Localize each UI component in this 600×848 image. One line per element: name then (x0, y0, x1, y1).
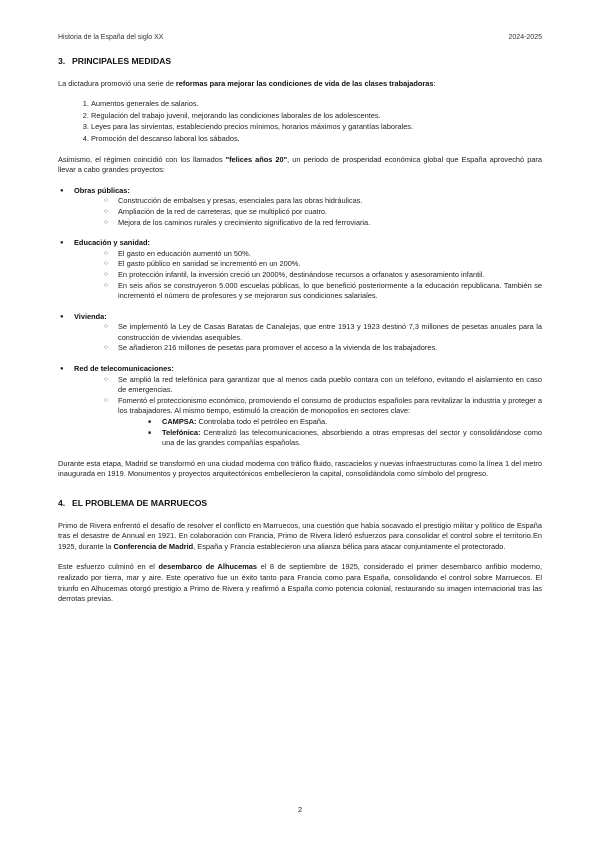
list-item: ○ Fomentó el proteccionismo económico, promoviendo el consumo de productos españoles para revitalizar la industria y proteger a los trabajadores. Al mismo tiempo, estimuló la creación de monopolios en sectores clave: ■ CAMPSA: Controlaba todo el petróleo en España. ■ Telefónica: Centralizó las telecomunicaciones, absorbiendo a otras empresas del sector y consolidándose como una de las grandes compañías españolas. (104, 396, 542, 449)
felices-anos-paragraph: Asimismo, el régimen coincidió con los llamados "felices años 20", un periodo de prosperidad económica global que España aprovechó para llevar a cabo grandes proyectos: (58, 154, 542, 175)
page-content (58, 56, 542, 615)
list-item: ○ El gasto en educación aumentó un 50%. (104, 249, 542, 260)
telecomunicaciones-item: ● Red de telecomunicaciones: ○ Se amplió la red telefónica para garantizar que al menos cada pueblo contara con un teléfono, evitando el aislamiento en caso de emergencias. ○ Fomentó el proteccionismo económico, promoviendo el consumo de productos españoles para revitalizar la industria y proteger a los trabajadores. Al mismo tiempo, estimuló la creación de monopolios en sectores clave: ■ CAMPSA: Controlaba todo el petróleo en España. ■ Telefónica: Centralizó las telecomunicaciones, absorbiendo a otras empresas del sector y consolidándose como una de las grandes compañías españolas. (58, 364, 542, 449)
madrid-paragraph: Durante esta etapa, Madrid se transformó en una ciudad moderna con tráfico fluido, rascacielos y nuevas infraestructuras como la línea 1 del metro inaugurada en 1919. Monumentos y proyectos arquitectónicos embellecieron la capital, consolidándola como símbolo del progreso. (58, 458, 542, 479)
labour-measures-list (58, 99, 542, 144)
page-number: 2 (297, 805, 303, 814)
section-3-heading: 3. PRINCIPALES MEDIDAS (58, 56, 172, 66)
projects-list (58, 186, 542, 449)
obras-publicas-item: ● Obras públicas: ○ Construcción de embalses y presas, esenciales para las obras hidráulicas. ○ Ampliación de la red de carreteras, que se multiplicó por cuatro. ○ Mejora de los caminos rurales y crecimiento significativo de la red ferroviaria. (58, 186, 542, 228)
section-3-intro: La dictadura promovió una serie de reformas para mejorar las condiciones de vida de las clases trabajadoras: (58, 78, 436, 88)
vivienda-item: ● Vivienda: ○ Se implementó la Ley de Casas Baratas de Canalejas, que entre 1913 y 1923 destinó 7,3 millones de pesetas anuales para la construcción de viviendas asequibles. ○ Se añadieron 216 millones de pesetas para promover el acceso a la vivienda de los trabajadores. (58, 312, 542, 354)
header-school-year: 2024-2025 (508, 34, 542, 41)
section-4-heading: 4. EL PROBLEMA DE MARRUECOS (58, 498, 208, 508)
list-item: ○ Ampliación de la red de carreteras, que se multiplicó por cuatro. (104, 207, 542, 218)
list-item: ○ En protección infantil, la inversión creció un 2000%, destinándose recursos a orfanatos y asesoramiento infantil. (104, 270, 542, 281)
list-item: ○ Se añadieron 216 millones de pesetas para promover el acceso a la vivienda de los trabajadores. (104, 343, 542, 354)
list-item-campsa: ■ CAMPSA: Controlaba todo el petróleo en España. (148, 417, 542, 428)
list-item: ○ Construcción de embalses y presas, esenciales para las obras hidráulicas. (104, 196, 542, 207)
educacion-sanidad-item: ● Educación y sanidad: ○ El gasto en educación aumentó un 50%. ○ El gasto público en sanidad se incrementó en un 200%. ○ En protección infantil, la inversión creció un 2000%, destinándose recursos a orfanatos y asesoramiento infantil. ○ En seis años se construyeron 5.000 escuelas públicas, lo que benefició posteriormente a la educación republicana. También se incrementó el número de profesores y se mejoraron sus condiciones salariales. (58, 238, 542, 302)
list-item: ○ Se implementó la Ley de Casas Baratas de Canalejas, que entre 1913 y 1923 destinó 7,3 millones de pesetas anuales para la construcción de viviendas asequibles. (104, 322, 542, 343)
list-item: 3. Leyes para las sirvientas, estableciendo precios mínimos, horarios máximos y garantías laborales. (91, 122, 542, 133)
list-item: 2. Regulación del trabajo juvenil, mejorando las condiciones laborales de los adolescentes. (91, 111, 542, 122)
marruecos-paragraph-2: Este esfuerzo culminó en el desembarco de Alhucemas el 8 de septiembre de 1925, considerado el primer desembarco anfibio moderno, realizado por tierra, mar y aire. Este operativo fue un éxito tanto para Francia como para España, consolidando el control sobre Marruecos. El triunfo en Alhucemas otorgó prestigio a Primo de Rivera y reafirmó a España como potencia colonial, restaurando su imagen internacional tras las derrotas previas. (58, 562, 542, 604)
list-item: 4. Promoción del descanso laboral los sábados. (91, 134, 542, 145)
marruecos-paragraph-1: Primo de Rivera enfrentó el desafío de resolver el conflicto en Marruecos, una cuestión que había socavado el prestigio militar y político de España tras el desastre de Annual en 1921. En colaboración con Francia, Primo de Rivera lideró esfuerzos para consolidar el control sobre el territorio.En 1925, durante la Conferencia de Madrid, España y Francia establecieron una alianza bélica para atacar conjuntamente el protectorado. (58, 520, 542, 551)
list-item: ○ En seis años se construyeron 5.000 escuelas públicas, lo que benefició posteriormente a la educación republicana. También se incrementó el número de profesores y se mejoraron sus condiciones salariales. (104, 281, 542, 302)
list-item: 1. Aumentos generales de salarios. (91, 99, 542, 110)
list-item-telefonica: ■ Telefónica: Centralizó las telecomunicaciones, absorbiendo a otras empresas del sector y consolidándose como una de las grandes compañías españolas. (148, 428, 542, 449)
header-course-title: Historia de la España del siglo XX (58, 34, 164, 41)
list-item: ○ Se amplió la red telefónica para garantizar que al menos cada pueblo contara con un teléfono, evitando el aislamiento en caso de emergencias. (104, 375, 542, 396)
list-item: ○ El gasto público en sanidad se incrementó en un 200%. (104, 259, 542, 270)
list-item: ○ Mejora de los caminos rurales y crecimiento significativo de la red ferroviaria. (104, 218, 542, 229)
